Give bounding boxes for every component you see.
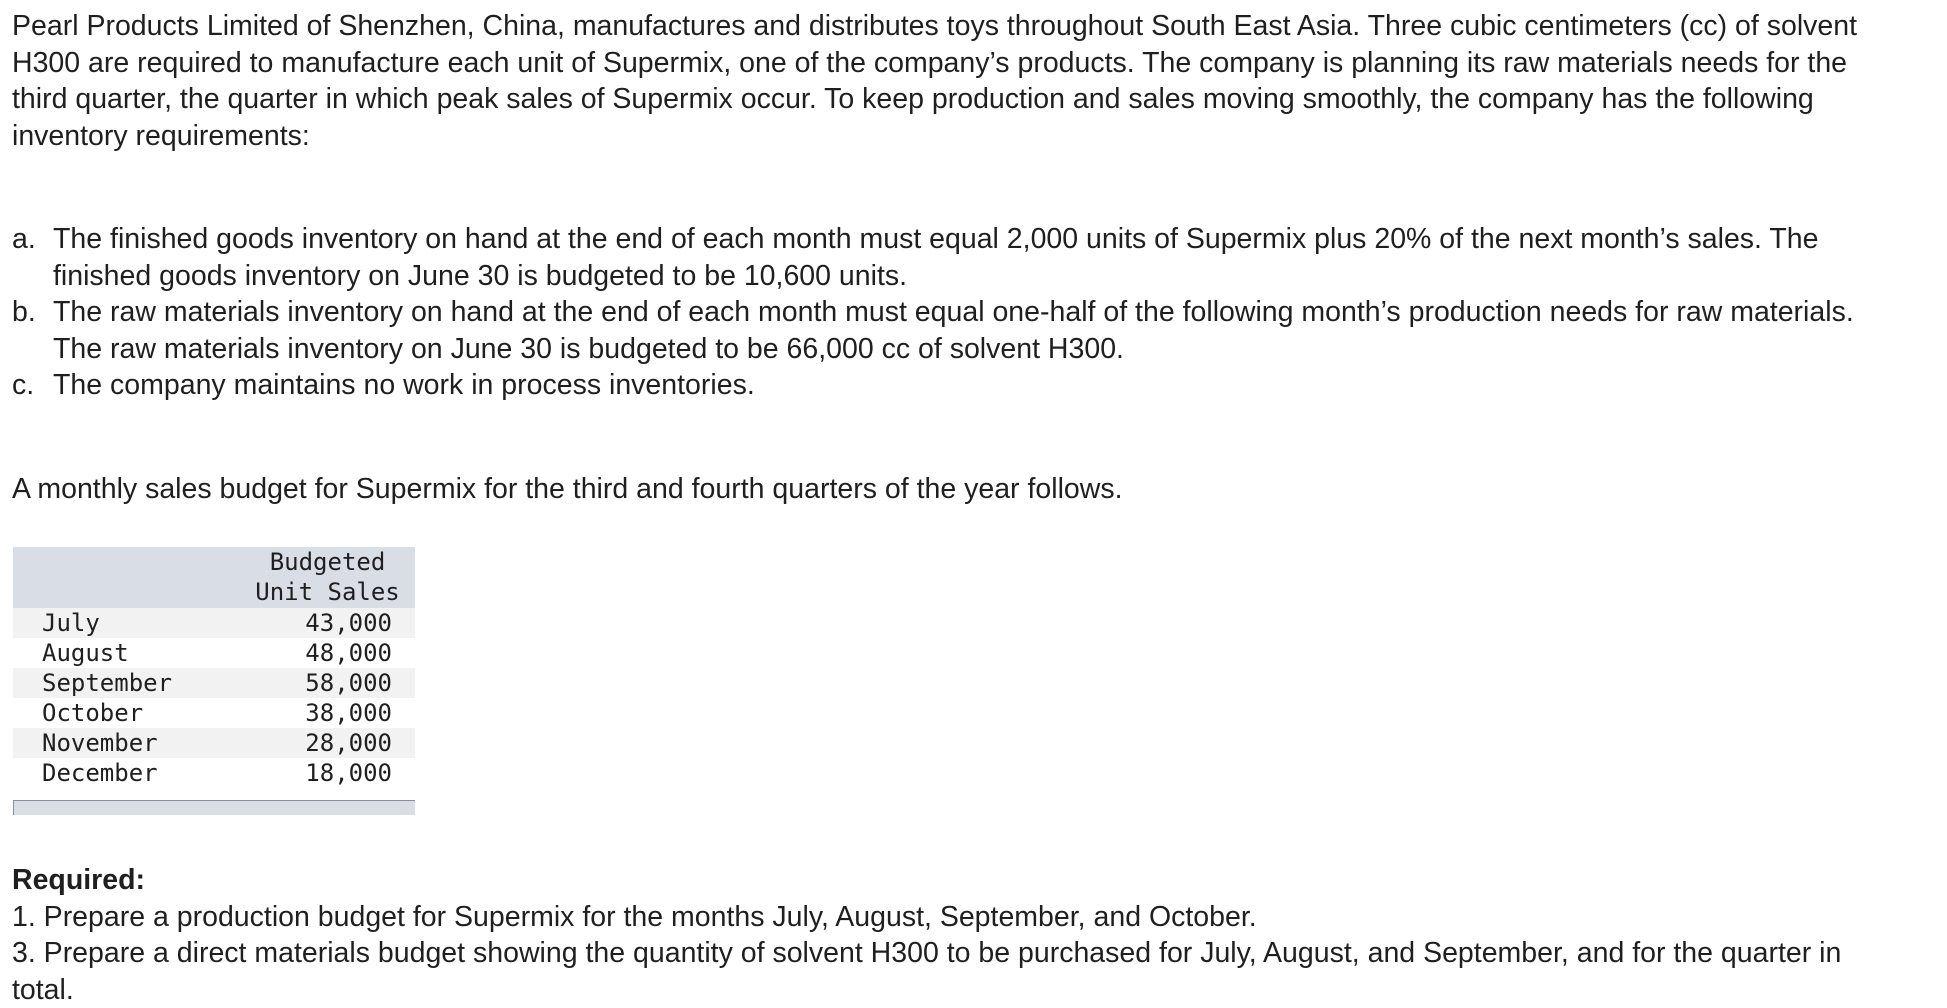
unit-sales-cell: 38,000 — [305, 699, 392, 727]
month-cell: October — [42, 699, 144, 727]
list-marker: c. — [12, 369, 35, 401]
column-header-budgeted-unit-sales: Budgeted Unit Sales — [255, 548, 400, 606]
month-cell: August — [42, 639, 129, 667]
table-row — [13, 698, 415, 728]
month-cell: December — [42, 759, 158, 787]
unit-sales-cell: 58,000 — [305, 669, 392, 697]
month-cell: July — [42, 609, 100, 637]
required-heading: Required: — [12, 864, 146, 896]
required-item: 1. Prepare a production budget for Supermix for the months July, August, September, and October. — [12, 900, 1257, 933]
unit-sales-cell: 43,000 — [305, 609, 392, 637]
list-item — [12, 221, 1892, 294]
table-footer-bar — [13, 800, 415, 815]
sales-budget-intro: A monthly sales budget for Supermix for the third and fourth quarters of the year follows. — [12, 473, 1123, 505]
table-row — [13, 638, 415, 668]
table-row — [13, 728, 415, 758]
month-cell: September — [42, 669, 173, 697]
intro-paragraph: Pearl Products Limited of Shenzhen, China, manufactures and distributes toys throughout South East Asia. Three cubic centimeters (cc) of solvent H300 are required to manufacture each unit of Supermix, one of the company’s products. The company is planning its raw materials needs for the third quarter, the quarter in which peak sales of Supermix occur. To keep production and sales moving smoothly, the company has the following inventory requirements: — [12, 10, 1858, 152]
month-cell: November — [42, 729, 158, 757]
table-row — [13, 608, 415, 638]
table-header — [13, 547, 415, 608]
unit-sales-cell: 28,000 — [305, 729, 392, 757]
list-item — [12, 367, 1892, 404]
list-item-text: The raw materials inventory on hand at the end of each month must equal one-half of the following month’s production needs for raw materials. The raw materials inventory on June 30 is budgeted to be 66,000 cc of solvent H300. — [53, 296, 1854, 365]
unit-sales-cell: 48,000 — [305, 639, 392, 667]
table-body — [13, 608, 415, 788]
required-item: 3. Prepare a direct materials budget showing the quantity of solvent H300 to be purchased for July, August, and September, and for the quarter in total. — [12, 937, 1842, 1006]
list-marker: b. — [12, 296, 36, 328]
list-item-text: The company maintains no work in process inventories. — [53, 369, 755, 401]
list-marker: a. — [12, 223, 36, 255]
table-row — [13, 758, 415, 788]
list-item — [12, 294, 1892, 367]
list-item-text: The finished goods inventory on hand at the end of each month must equal 2,000 units of Supermix plus 20% of the next month’s sales. The finished goods inventory on June 30 is budgeted to be 10,600 units. — [53, 223, 1819, 292]
inventory-requirements-list — [12, 221, 1892, 404]
unit-sales-cell: 18,000 — [305, 759, 392, 787]
table-row — [13, 668, 415, 698]
sales-budget-table — [13, 547, 415, 815]
required-section — [12, 862, 1892, 1008]
